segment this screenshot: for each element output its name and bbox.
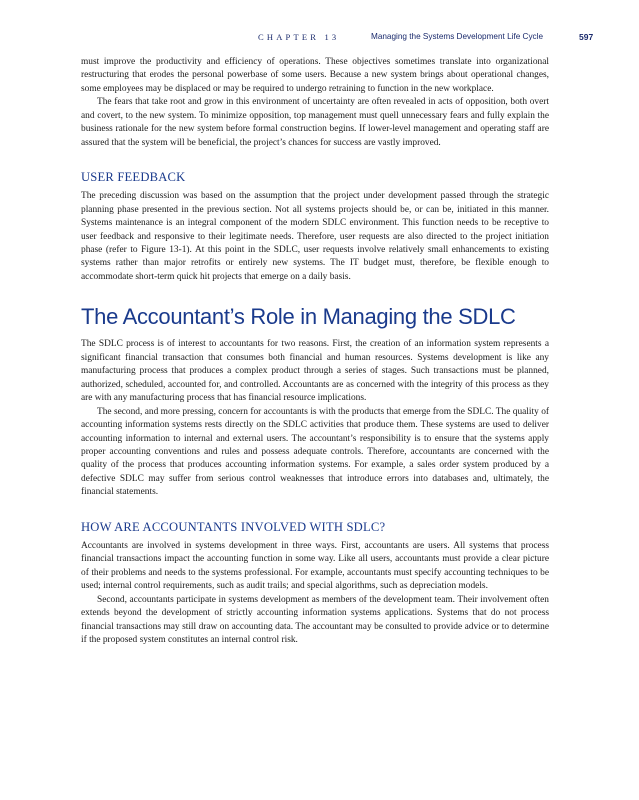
heading-accountant-role: The Accountant’s Role in Managing the SDLC xyxy=(81,304,516,330)
paragraph-second-concern: The second, and more pressing, concern for accountants is with the products that emerge from the SDLC. The quality of accounting information systems rests directly on the SDLC activities that produce them. These systems are used to deliver accounting information to internal and external users. The accountant’s responsibility is to ensure that the systems apply proper accounting conventions and rules and possess adequate controls. Therefore, accountants are concerned with the quality of the process that produces accounting information systems. For example, a sales order system produced by a defective SDLC may suffer from serious control weaknesses that introduce errors into databases and, ultimately, the financial statements. xyxy=(81,406,549,498)
chapter-title: Managing the Systems Development Life Cycle xyxy=(371,32,544,41)
paragraph-fears: The fears that take root and grow in this environment of uncertainty are often revealed in acts of opposition, both overt and covert, to the new system. To minimize opposition, top management must quell unnecessary fears and fully explain the business rationale for the new system before formal construction begins. If lower-level management and operating staff are assured that the system will be beneficial, the project’s chances for success are vastly improved. xyxy=(81,97,549,148)
page-number: 597 xyxy=(579,32,594,42)
page-body xyxy=(81,56,549,647)
running-head xyxy=(0,32,639,46)
heading-how-involved: HOW ARE ACCOUNTANTS INVOLVED WITH SDLC? xyxy=(81,519,386,534)
paragraph-productivity: must improve the productivity and efficiency of operations. These objectives sometimes translate into organizational restructuring that erodes the personal powerbase of some users. Because a new system brings about operational changes, some employees may be displaced or may be required to undergo retraining to function in the new workplace. xyxy=(81,57,549,94)
paragraph-development-team: Second, accountants participate in systems development as members of the development team. Their involvement often extends beyond the development of strictly accounting information systems applications. Systems that do not process financial transactions may still draw on accounting data. The accountant may be consulted to provide advice or to determine if the proposed system constitutes an internal control risk. xyxy=(81,594,549,645)
paragraph-user-feedback: The preceding discussion was based on the assumption that the project under development passed through the strategic planning phase presented in the previous section. Not all systems projects should be, or can be, initiated in this manner. Systems maintenance is an integral component of the modern SDLC environment. This function needs to be receptive to user feedback and responsive to their legitimate needs. Therefore, user requests are also directed to the project initiation phase (refer to Figure 13-1). At this point in the SDLC, user requests involve relatively small enhancements to existing systems rather than major retrofits or entirely new systems. The IT budget must, therefore, be flexible enough to accommodate short-term quick hit projects that emerge on a daily basis. xyxy=(81,191,549,282)
chapter-label: CHAPTER 13 xyxy=(258,32,340,42)
paragraph-accountants-users: Accountants are involved in systems development in three ways. First, accountants are users. All systems that process financial transactions impact the accounting function in some way. Like all users, accountants must provide a clear picture of their problems and needs to the systems professional. For example, accountants must specify accounting techniques to be used; internal control requirements, such as audit trails; and special algorithms, such as depreciation models. xyxy=(81,540,549,592)
paragraph-sdlc-interest: The SDLC process is of interest to accountants for two reasons. First, the creation of an information system represents a significant financial transaction that consumes both financial and human resources. Systems development is like any manufacturing process that produces a complex product through a series of stages. Such transactions must be planned, authorized, scheduled, accounted for, and controlled. Accountants are as concerned with the integrity of this process as they are with any manufacturing process that has financial resource implications. xyxy=(81,339,549,404)
heading-user-feedback: USER FEEDBACK xyxy=(81,170,186,185)
